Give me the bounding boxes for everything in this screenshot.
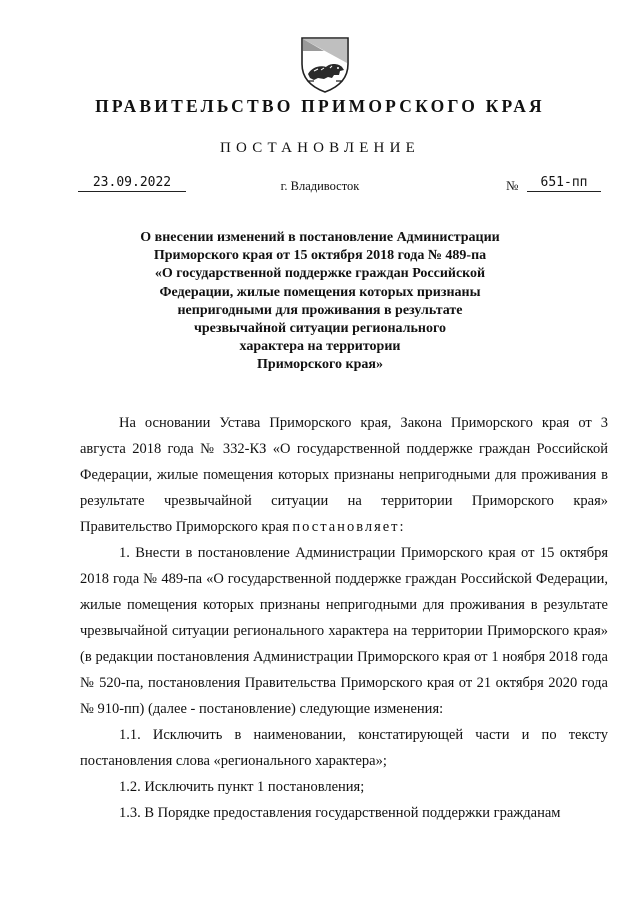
document-number: 651-пп: [527, 175, 601, 192]
document-city: г. Владивосток: [280, 179, 360, 193]
heading-line: чрезвычайной ситуации регионального: [193, 321, 447, 337]
preamble-text: На основании Устава Приморского края, Закона Приморского края от 3 августа 2018 года № 332-КЗ «О государственной поддержке граждан Российской Федерации, жилые помещения которых признаны непригодными для проживания в результате чрезвычайной ситуации на территории Приморского края» Правительство Приморского края: [80, 415, 608, 535]
item-1-2-paragraph: 1.2. Исключить пункт 1 постановления;: [119, 779, 365, 795]
item-1-3-paragraph: 1.3. В Порядке предоставления государственной поддержки гражданам: [119, 805, 561, 821]
heading-line: «О государственной поддержке граждан Российской: [154, 266, 486, 282]
preamble-paragraph: [80, 410, 608, 540]
document-type: ПОСТАНОВЛЕНИЕ: [220, 140, 420, 156]
heading-line: характера на территории: [239, 339, 401, 355]
item-1-paragraph: 1. Внести в постановление Администрации Приморского края от 15 октября 2018 года № 489-па «О государственной поддержке граждан Российской Федерации, жилые помещения которых признаны непригодными для проживания в результате чрезвычайной ситуации регионального характера на территории Приморского края» (в редакции постановления Администрации Приморского края от 1 ноября 2018 года № 520-па, постановления Правительства Приморского края от 21 октября 2020 года № 910-пп) (далее - постановление) следующие изменения:: [80, 545, 608, 717]
heading-line: Приморского края»: [257, 357, 383, 373]
heading-line: Федерации, жилые помещения которых признаны: [159, 284, 481, 300]
heading-line: О внесении изменений в постановление Администрации: [140, 230, 500, 245]
heading-line: непригодными для проживания в результате: [177, 302, 463, 318]
document-body: [80, 410, 608, 826]
government-title: ПРАВИТЕЛЬСТВО ПРИМОРСКОГО КРАЯ: [95, 96, 545, 116]
coat-of-arms-emblem: [294, 34, 356, 94]
document-date: 23.09.2022: [78, 175, 186, 192]
heading-line: Приморского края от 15 октября 2018 года № 489-па: [153, 248, 487, 264]
document-number-label: №: [506, 178, 519, 193]
item-1-1-paragraph: 1.1. Исключить в наименовании, констатирующей части и по тексту постановления слова «регионального характера»;: [80, 727, 608, 769]
document-heading: [120, 229, 520, 375]
preamble-verb: постановляет:: [292, 519, 406, 535]
